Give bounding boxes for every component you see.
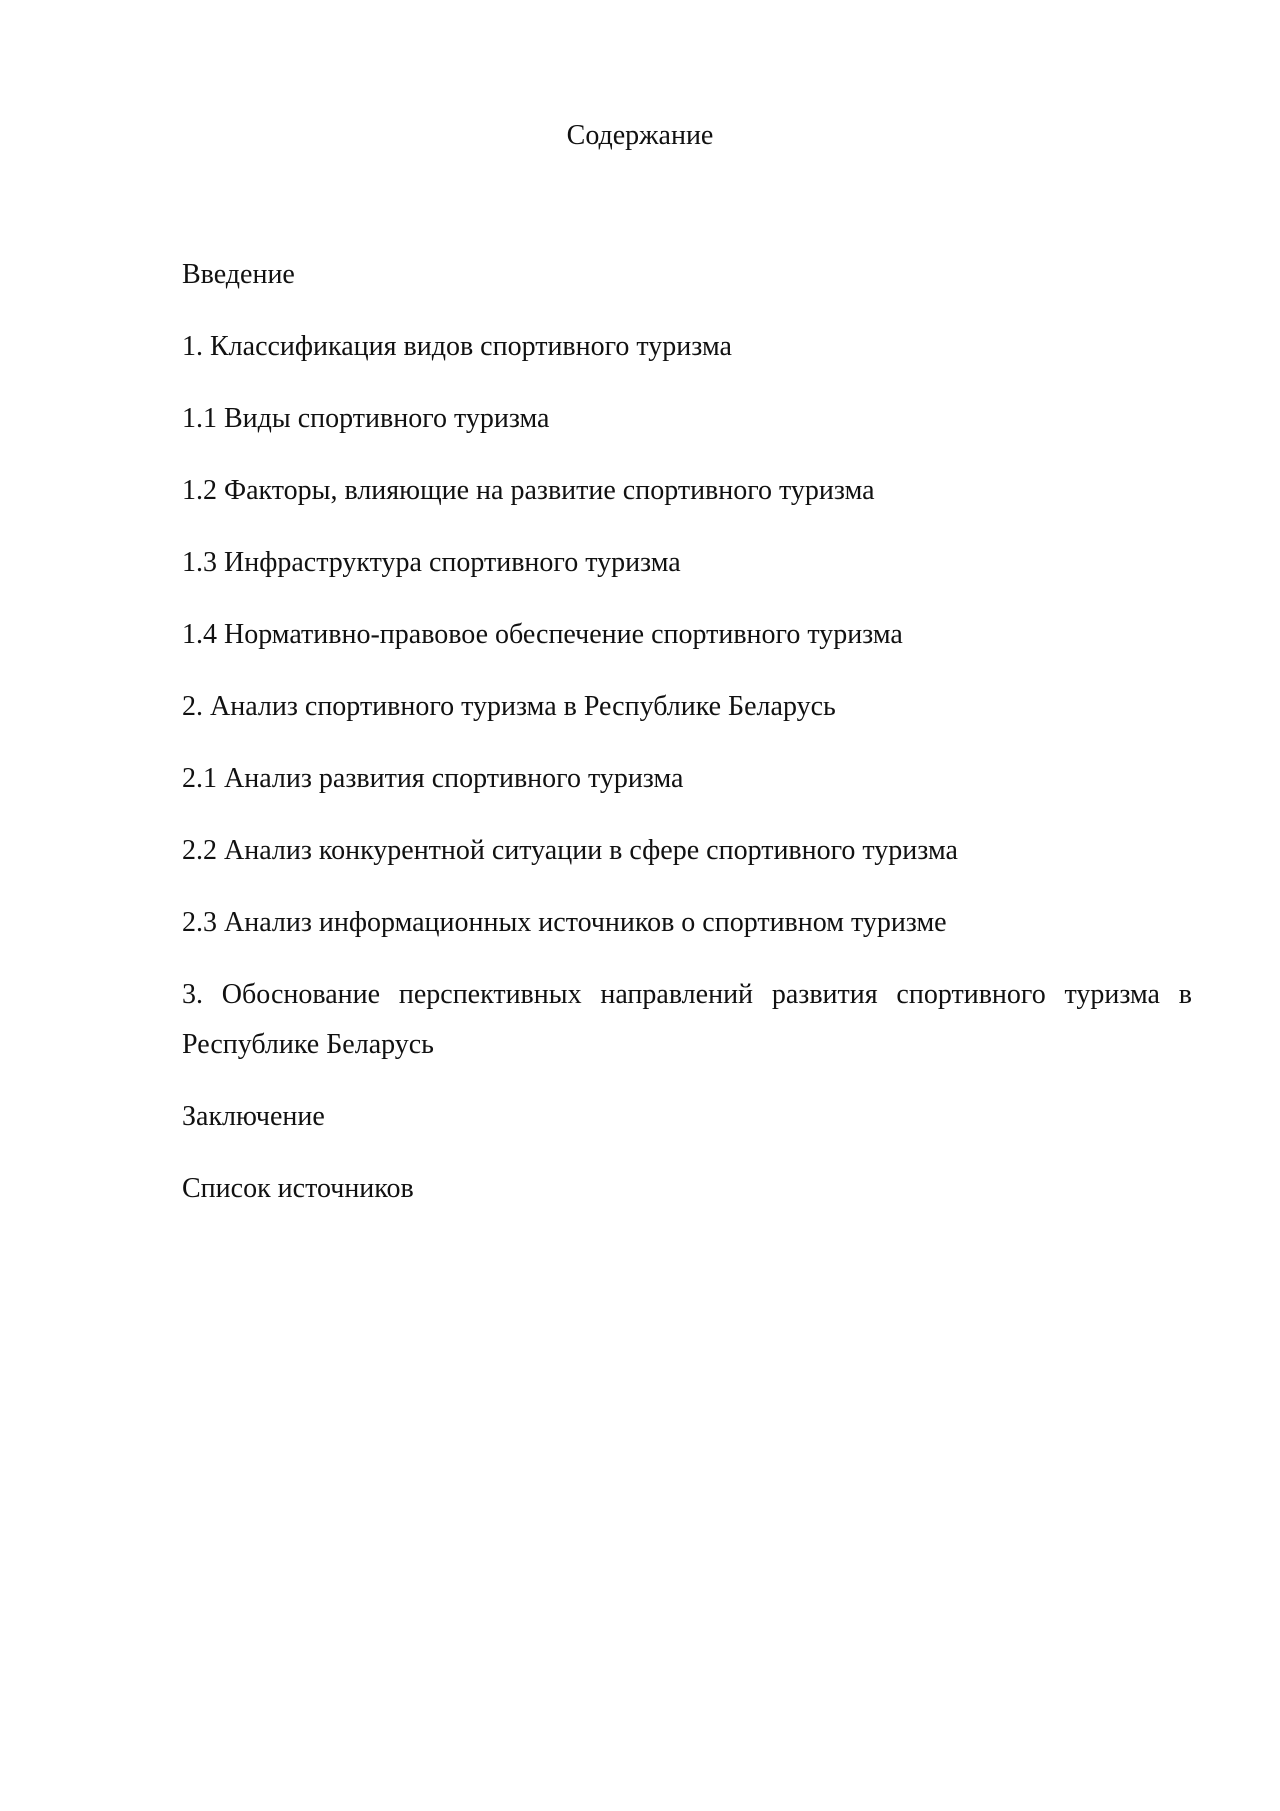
toc-item-section-1-2: 1.2 Факторы, влияющие на развитие спортивного туризма — [182, 475, 875, 506]
page-title: Содержание — [566, 120, 714, 151]
toc-item-section-1-3: 1.3 Инфраструктура спортивного туризма — [182, 547, 681, 578]
toc-item-section-1-4: 1.4 Нормативно-правовое обеспечение спортивного туризма — [182, 619, 903, 650]
toc-item-conclusion: Заключение — [182, 1101, 325, 1132]
toc-item-introduction: Введение — [182, 259, 295, 290]
toc-item-sources: Список источников — [182, 1173, 414, 1204]
toc-item-section-1-1: 1.1 Виды спортивного туризма — [182, 403, 550, 434]
toc-item-section-2-3: 2.3 Анализ информационных источников о спортивном туризме — [182, 907, 947, 938]
table-of-contents — [182, 250, 1192, 1214]
toc-item-section-3: 3. Обоснование перспективных направлений развития спортивного туризма в Республике Беларусь — [182, 979, 1192, 1060]
toc-item-section-2-1: 2.1 Анализ развития спортивного туризма — [182, 763, 684, 794]
toc-item-section-2-2: 2.2 Анализ конкурентной ситуации в сфере спортивного туризма — [182, 835, 958, 866]
toc-item-section-1: 1. Классификация видов спортивного туризма — [182, 331, 732, 362]
toc-item-section-2: 2. Анализ спортивного туризма в Республике Беларусь — [182, 691, 836, 722]
